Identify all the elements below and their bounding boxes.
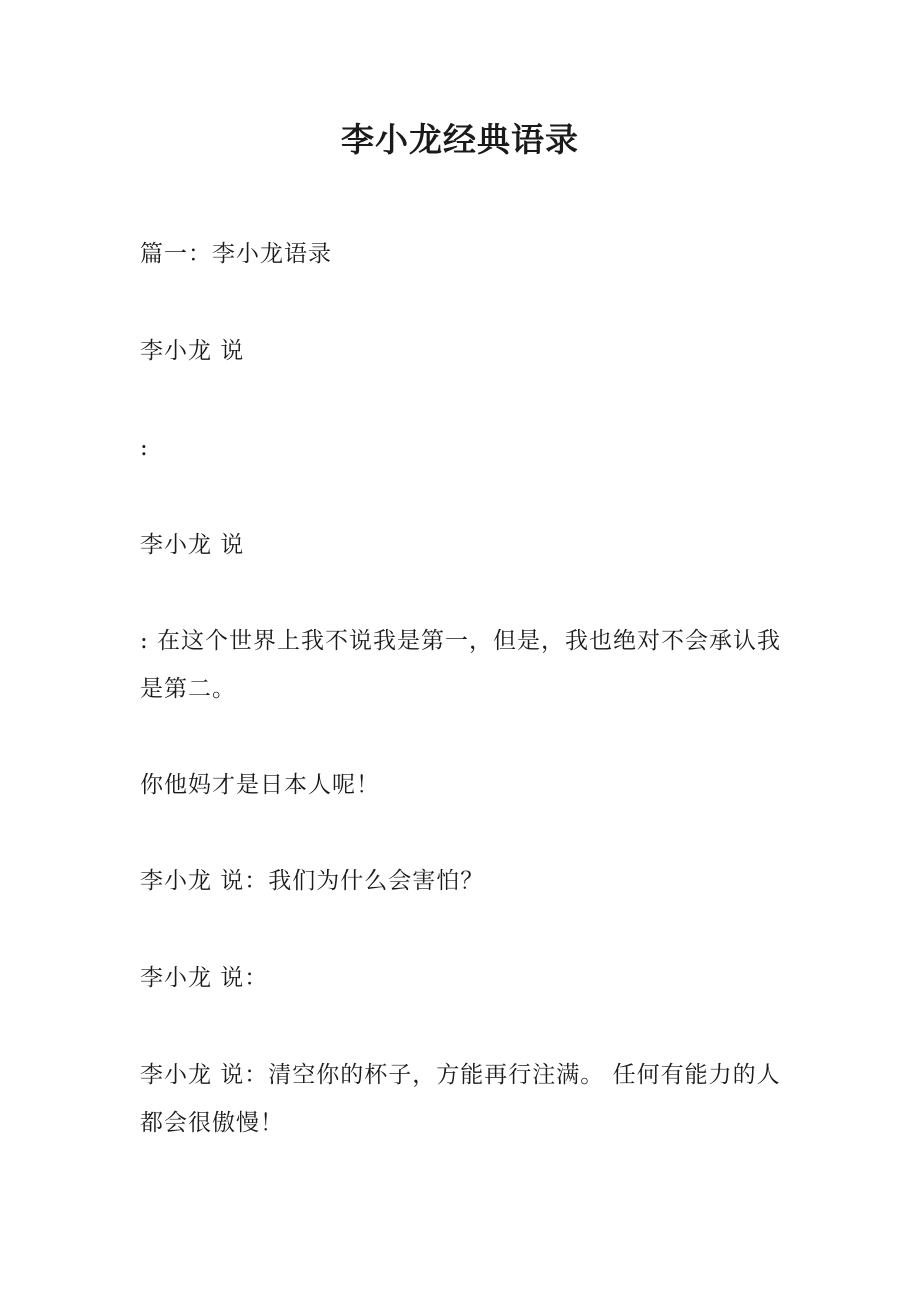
paragraph: : [140, 435, 149, 461]
paragraph: 李小龙 说：我们为什么会害怕？ [140, 868, 485, 894]
paragraph: 李小龙 说： [140, 965, 269, 991]
section-heading: 篇一：李小龙语录 [140, 241, 332, 267]
document-title: 李小龙经典语录 [341, 120, 579, 159]
paragraph: 李小龙 说 [140, 338, 245, 364]
paragraph: : 在这个世界上我不说我是第一，但是，我也绝对不会承认我是第二。 [140, 628, 782, 702]
paragraph: 你他妈才是日本人呢！ [140, 772, 380, 798]
paragraph: 李小龙 说 [140, 532, 245, 558]
paragraph: 李小龙 说：清空你的杯子，方能再行注满。 任何有能力的人都会很傲慢！ [140, 1062, 781, 1136]
